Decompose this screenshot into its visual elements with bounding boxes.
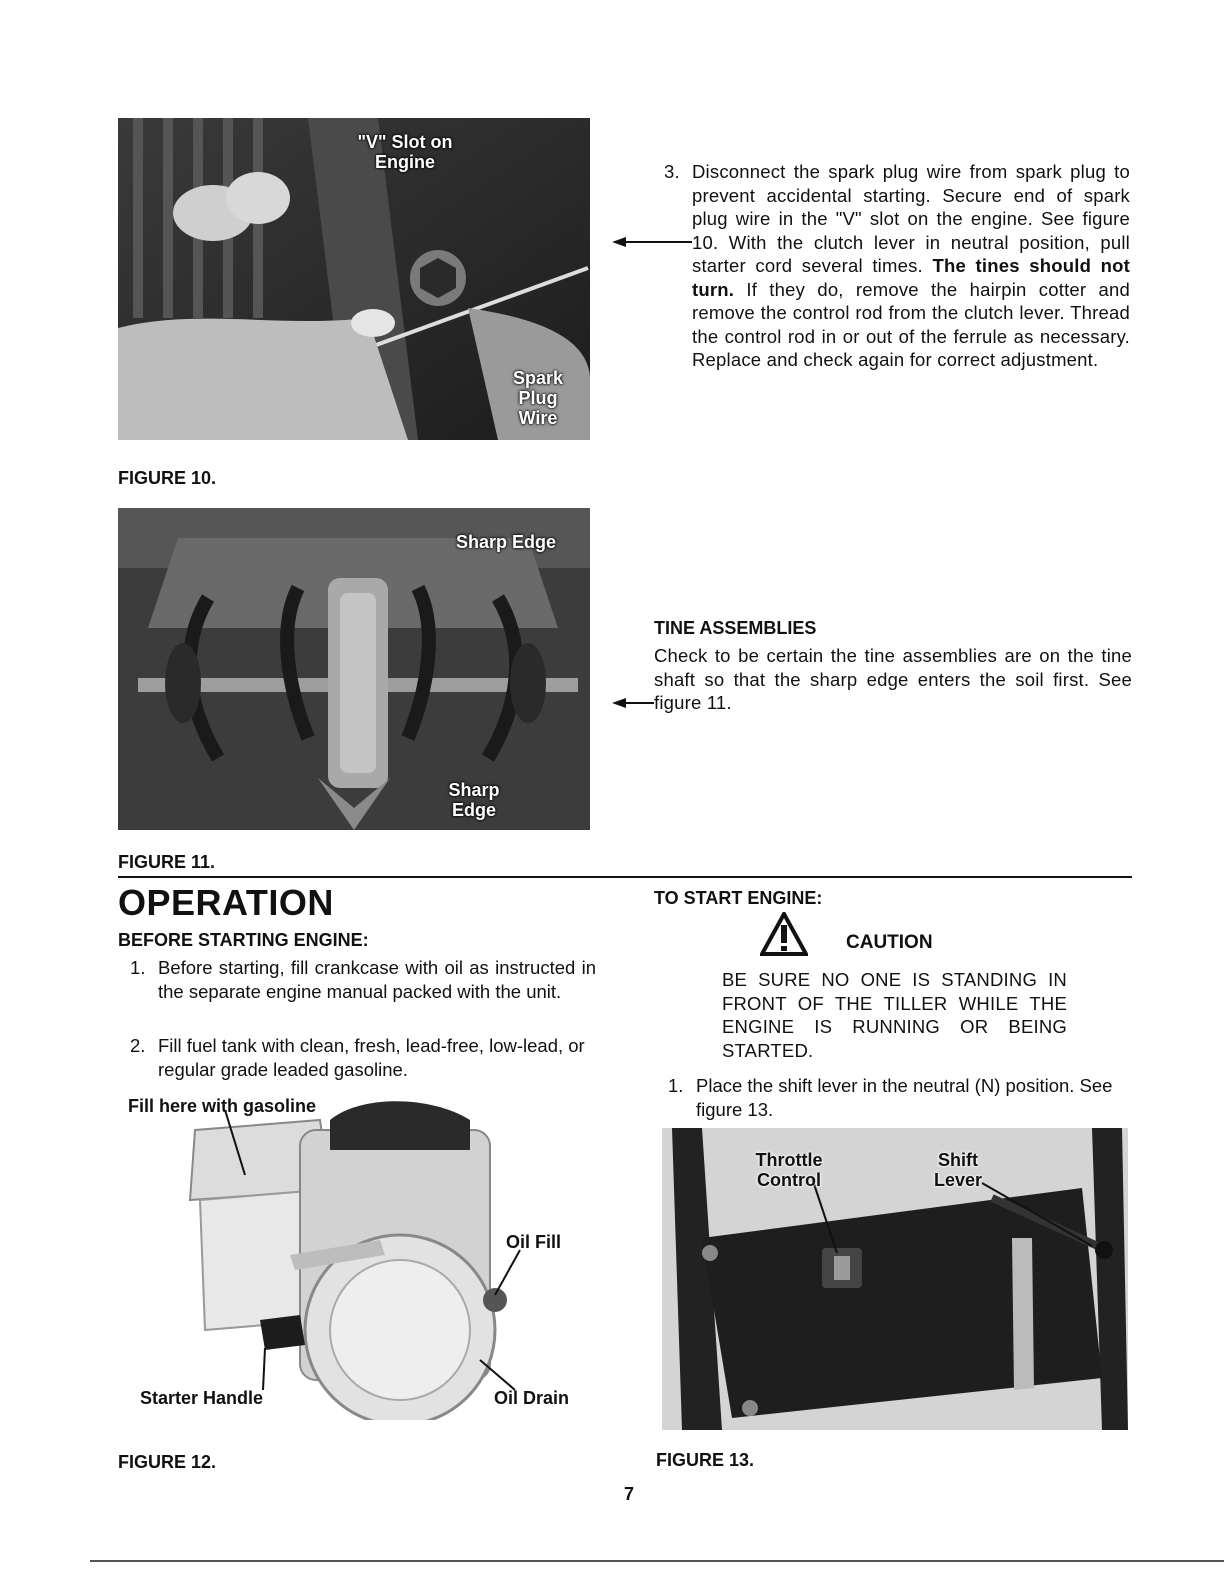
figure-12-label-starter-handle: Starter Handle bbox=[140, 1388, 264, 1408]
caution-block bbox=[760, 912, 960, 956]
figure-13-illustration bbox=[662, 1128, 1128, 1430]
step-3-text-b: If they do, remove the hairpin cotter and remove the control rod from the clutch lever. Thread the control rod in or out of the ferrule as necessary. Replace and check again for correct adjustment. bbox=[692, 278, 1130, 370]
figure-11-photo bbox=[118, 508, 590, 830]
before-item-2-number: 2. bbox=[130, 1035, 146, 1056]
before-item-1-text: Before starting, fill crankcase with oil as instructed in the separate engine manual packed with the unit. bbox=[158, 957, 596, 1002]
before-item-2-text: Fill fuel tank with clean, fresh, lead-free, low-lead, or regular grade leaded gasoline. bbox=[158, 1035, 585, 1080]
step-3-number: 3. bbox=[664, 161, 680, 182]
bottom-rule bbox=[90, 1560, 1224, 1562]
figure-13-caption: FIGURE 13. bbox=[656, 1450, 755, 1470]
figure-10-label-v-slot: "V" Slot on Engine bbox=[357, 132, 453, 172]
start-engine-heading: TO START ENGINE: bbox=[654, 888, 823, 908]
figure-11-label-sharp-edge-bottom: Sharp Edge bbox=[448, 780, 500, 820]
operation-title: OPERATION bbox=[118, 882, 334, 923]
engine-drawing bbox=[130, 1090, 600, 1420]
step-3-text-a: Disconnect the spark plug wire from spark plug to prevent accidental starting. Secure end of spark plug wire in the "V" slot on the engine. See figure 10. With the clutch lever in neutral position, pull starter cord several times. bbox=[692, 161, 1130, 276]
figure-10-label-spark-plug-wire: Spark Plug Wire bbox=[512, 368, 564, 428]
figure-13-label-shift-lever: Shift Lever bbox=[933, 1150, 983, 1190]
figure-12-caption: FIGURE 12. bbox=[118, 1452, 217, 1472]
figure-12-label-oil-fill: Oil Fill bbox=[506, 1232, 562, 1252]
figure-11-caption: FIGURE 11. bbox=[118, 852, 216, 872]
warning-triangle-icon bbox=[760, 912, 808, 956]
figure-12-label-oil-drain: Oil Drain bbox=[494, 1388, 570, 1408]
figure-10-photo bbox=[118, 118, 590, 440]
caution-label: CAUTION bbox=[846, 932, 933, 953]
figure-12-illustration bbox=[130, 1090, 600, 1420]
before-starting-heading: BEFORE STARTING ENGINE: bbox=[118, 930, 369, 950]
figure-11-illustration bbox=[118, 508, 590, 830]
start-step-1-text: Place the shift lever in the neutral (N) position. See figure 13. bbox=[696, 1075, 1113, 1120]
figure-13-photo bbox=[662, 1128, 1128, 1430]
section-divider bbox=[118, 876, 1132, 878]
step-3 bbox=[664, 160, 1130, 372]
figure-13-label-throttle-control: Throttle Control bbox=[755, 1150, 823, 1190]
arrow-step-3 bbox=[620, 241, 692, 243]
step-3-text-bold: The tines should not turn. bbox=[692, 255, 1130, 300]
before-item-1-number: 1. bbox=[130, 957, 146, 978]
step-3-text bbox=[692, 160, 1130, 372]
caution-text: BE SURE NO ONE IS STANDING IN FRONT OF THE TILLER WHILE THE ENGINE IS RUNNING OR BEING STARTED. bbox=[722, 969, 1067, 1061]
tine-assemblies-text: Check to be certain the tine assemblies are on the tine shaft so that the sharp edge enters the soil first. See figure 11. bbox=[654, 645, 1132, 713]
figure-12-label-fill-gasoline: Fill here with gasoline bbox=[128, 1096, 317, 1116]
figure-10-caption: FIGURE 10. bbox=[118, 468, 217, 488]
arrow-tine bbox=[620, 702, 654, 704]
page-number: 7 bbox=[624, 1484, 635, 1504]
tine-assemblies-heading: TINE ASSEMBLIES bbox=[654, 618, 817, 638]
start-step-1-number: 1. bbox=[668, 1075, 684, 1096]
figure-11-label-sharp-edge-top: Sharp Edge bbox=[455, 532, 557, 552]
